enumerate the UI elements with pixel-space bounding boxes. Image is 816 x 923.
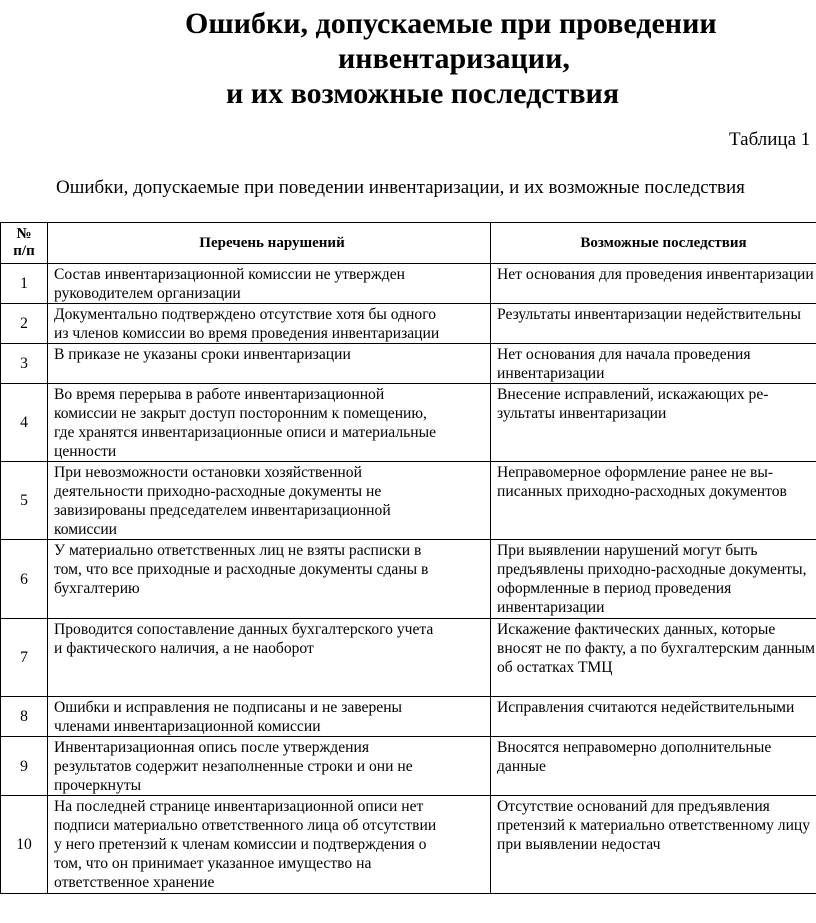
violation-text-line: На последней странице инвентаризационной описи нет [54, 798, 424, 815]
consequence-text-line: претензий к материально ответственному лицу [497, 817, 811, 834]
title-line-3: и их возможные последствия [226, 77, 620, 110]
table-row [1, 619, 816, 697]
table-header-row [1, 223, 816, 264]
consequence-text-line: Нет основания для проведения инвентаризации [497, 266, 814, 283]
violation-text-line: членами инвентаризационной комиссии [54, 718, 321, 735]
violation-text-line: из членов комиссии во время проведения инвентаризации [54, 325, 440, 342]
violation-text-line: Документально подтверждено отсутствие хотя бы одного [54, 306, 437, 323]
errors-table [0, 222, 816, 894]
violation-text-line: руководителем организации [54, 285, 241, 302]
violation-cell [48, 737, 491, 796]
violation-text-line: том, что он принимает указанное имущество на [54, 855, 372, 872]
consequence-text-line: зультаты инвентаризации [497, 405, 667, 422]
violation-text-line: ответственное хранение [54, 874, 215, 891]
violation-text-line: комиссии [54, 521, 118, 538]
header-consequences: Возможные последствия [491, 223, 816, 264]
consequence-text-line: Исправления считаются недействительными [497, 699, 795, 716]
row-number: 1 [1, 264, 48, 304]
table-container [0, 222, 816, 894]
violation-text-line: Во время перерыва в работе инвентаризационной [54, 386, 385, 403]
violation-cell [48, 540, 491, 619]
consequence-cell [491, 304, 816, 344]
violation-cell [48, 796, 491, 894]
header-number-symbol: № [16, 226, 32, 242]
consequence-cell [491, 264, 816, 304]
consequence-text-line: при выявлении недостач [497, 836, 661, 853]
consequence-text-line: писанных приходно-расходных документов [497, 483, 787, 500]
table-row [1, 384, 816, 462]
violation-cell [48, 304, 491, 344]
consequence-text-line: инвентаризации [497, 599, 605, 616]
violation-text-line: результатов содержит незаполненные строки и они не [54, 758, 413, 775]
row-number: 8 [1, 697, 48, 737]
header-number-abbr: п/п [13, 243, 35, 259]
consequence-text-line: инвентаризации [497, 365, 605, 382]
violation-text-line: Проводится сопоставление данных бухгалтерского учета [54, 621, 434, 638]
table-row [1, 540, 816, 619]
row-number: 9 [1, 737, 48, 796]
violation-text-line: У материально ответственных лиц не взяты расписки в [54, 542, 422, 559]
title-line-1: Ошибки, допускаемые при проведении [185, 7, 717, 40]
consequence-text-line: Внесение исправлений, искажающих ре- [497, 386, 769, 403]
table-number-label: Таблица 1 [729, 129, 811, 150]
violation-text-line: прочеркнуты [54, 777, 142, 794]
consequence-cell [491, 796, 816, 894]
consequence-text-line: При выявлении нарушений могут быть [497, 542, 758, 559]
consequence-text-line: предъявлены приходно-расходные документы, [497, 561, 807, 578]
row-number: 4 [1, 384, 48, 462]
consequence-text-line: вносят не по факту, а по бухгалтерским данным [497, 640, 816, 657]
consequence-text-line: данные [497, 758, 546, 775]
row-number: 6 [1, 540, 48, 619]
violation-cell [48, 264, 491, 304]
violation-text-line: При невозможности остановки хозяйственной [54, 464, 362, 481]
table-row [1, 344, 816, 384]
violation-cell [48, 384, 491, 462]
violation-text-line: Ошибки и исправления не подписаны и не заверены [54, 699, 403, 716]
violation-text-line: Инвентаризационная опись после утверждения [54, 739, 370, 756]
consequence-cell [491, 462, 816, 540]
violation-text-line: комиссии не закрыт доступ посторонним к помещению, [54, 405, 427, 422]
consequence-cell [491, 619, 816, 697]
consequence-text-line: Нет основания для начала проведения [497, 346, 751, 363]
table-row [1, 737, 816, 796]
consequence-cell [491, 737, 816, 796]
table-row [1, 264, 816, 304]
header-violations: Перечень нарушений [48, 223, 491, 264]
row-number: 3 [1, 344, 48, 384]
consequence-cell [491, 384, 816, 462]
table-caption: Ошибки, допускаемые при поведении инвентаризации, и их возможные последствия [56, 177, 745, 198]
row-number: 10 [1, 796, 48, 894]
violation-text-line: подписи материально ответственного лица об отсутствии [54, 817, 437, 834]
violation-cell [48, 462, 491, 540]
violation-text-line: у него претензий к членам комиссии и подтверждения о [54, 836, 427, 853]
violation-text-line: где хранятся инвентаризационные описи и материальные [54, 424, 437, 441]
violation-text-line: Состав инвентаризационной комиссии не утвержден [54, 266, 405, 283]
violation-cell [48, 619, 491, 697]
consequence-text-line: Вносятся неправомерно дополнительные [497, 739, 772, 756]
consequence-text-line: оформленные в период проведения [497, 580, 732, 597]
consequence-text-line: Отсутствие оснований для предъявления [497, 798, 770, 815]
row-number: 2 [1, 304, 48, 344]
consequence-text-line: Искажение фактических данных, которые [497, 621, 776, 638]
violation-cell [48, 697, 491, 737]
consequence-text-line: Результаты инвентаризации недействительны [497, 306, 802, 323]
violation-cell [48, 344, 491, 384]
violation-text-line: В приказе не указаны сроки инвентаризации [54, 346, 351, 363]
table-row [1, 697, 816, 737]
header-number [1, 223, 48, 264]
consequence-cell [491, 697, 816, 737]
violation-text-line: и фактического наличия, а не наоборот [54, 640, 314, 657]
violation-text-line: том, что все приходные и расходные документы сданы в [54, 561, 429, 578]
table-row [1, 304, 816, 344]
consequence-text-line: Неправомерное оформление ранее не вы- [497, 464, 774, 481]
consequence-text-line: об остатках ТМЦ [497, 659, 613, 676]
row-number: 5 [1, 462, 48, 540]
consequence-cell [491, 344, 816, 384]
consequence-cell [491, 540, 816, 619]
row-number: 7 [1, 619, 48, 697]
title-line-2: инвентаризации, [338, 42, 570, 75]
violation-text-line: бухгалтерию [54, 580, 140, 597]
violation-text-line: деятельности приходно-расходные документы не [54, 483, 382, 500]
violation-text-line: завизированы председателем инвентаризационной [54, 502, 391, 519]
table-row [1, 462, 816, 540]
table-row [1, 796, 816, 894]
table-body [1, 264, 816, 894]
violation-text-line: ценности [54, 443, 117, 460]
